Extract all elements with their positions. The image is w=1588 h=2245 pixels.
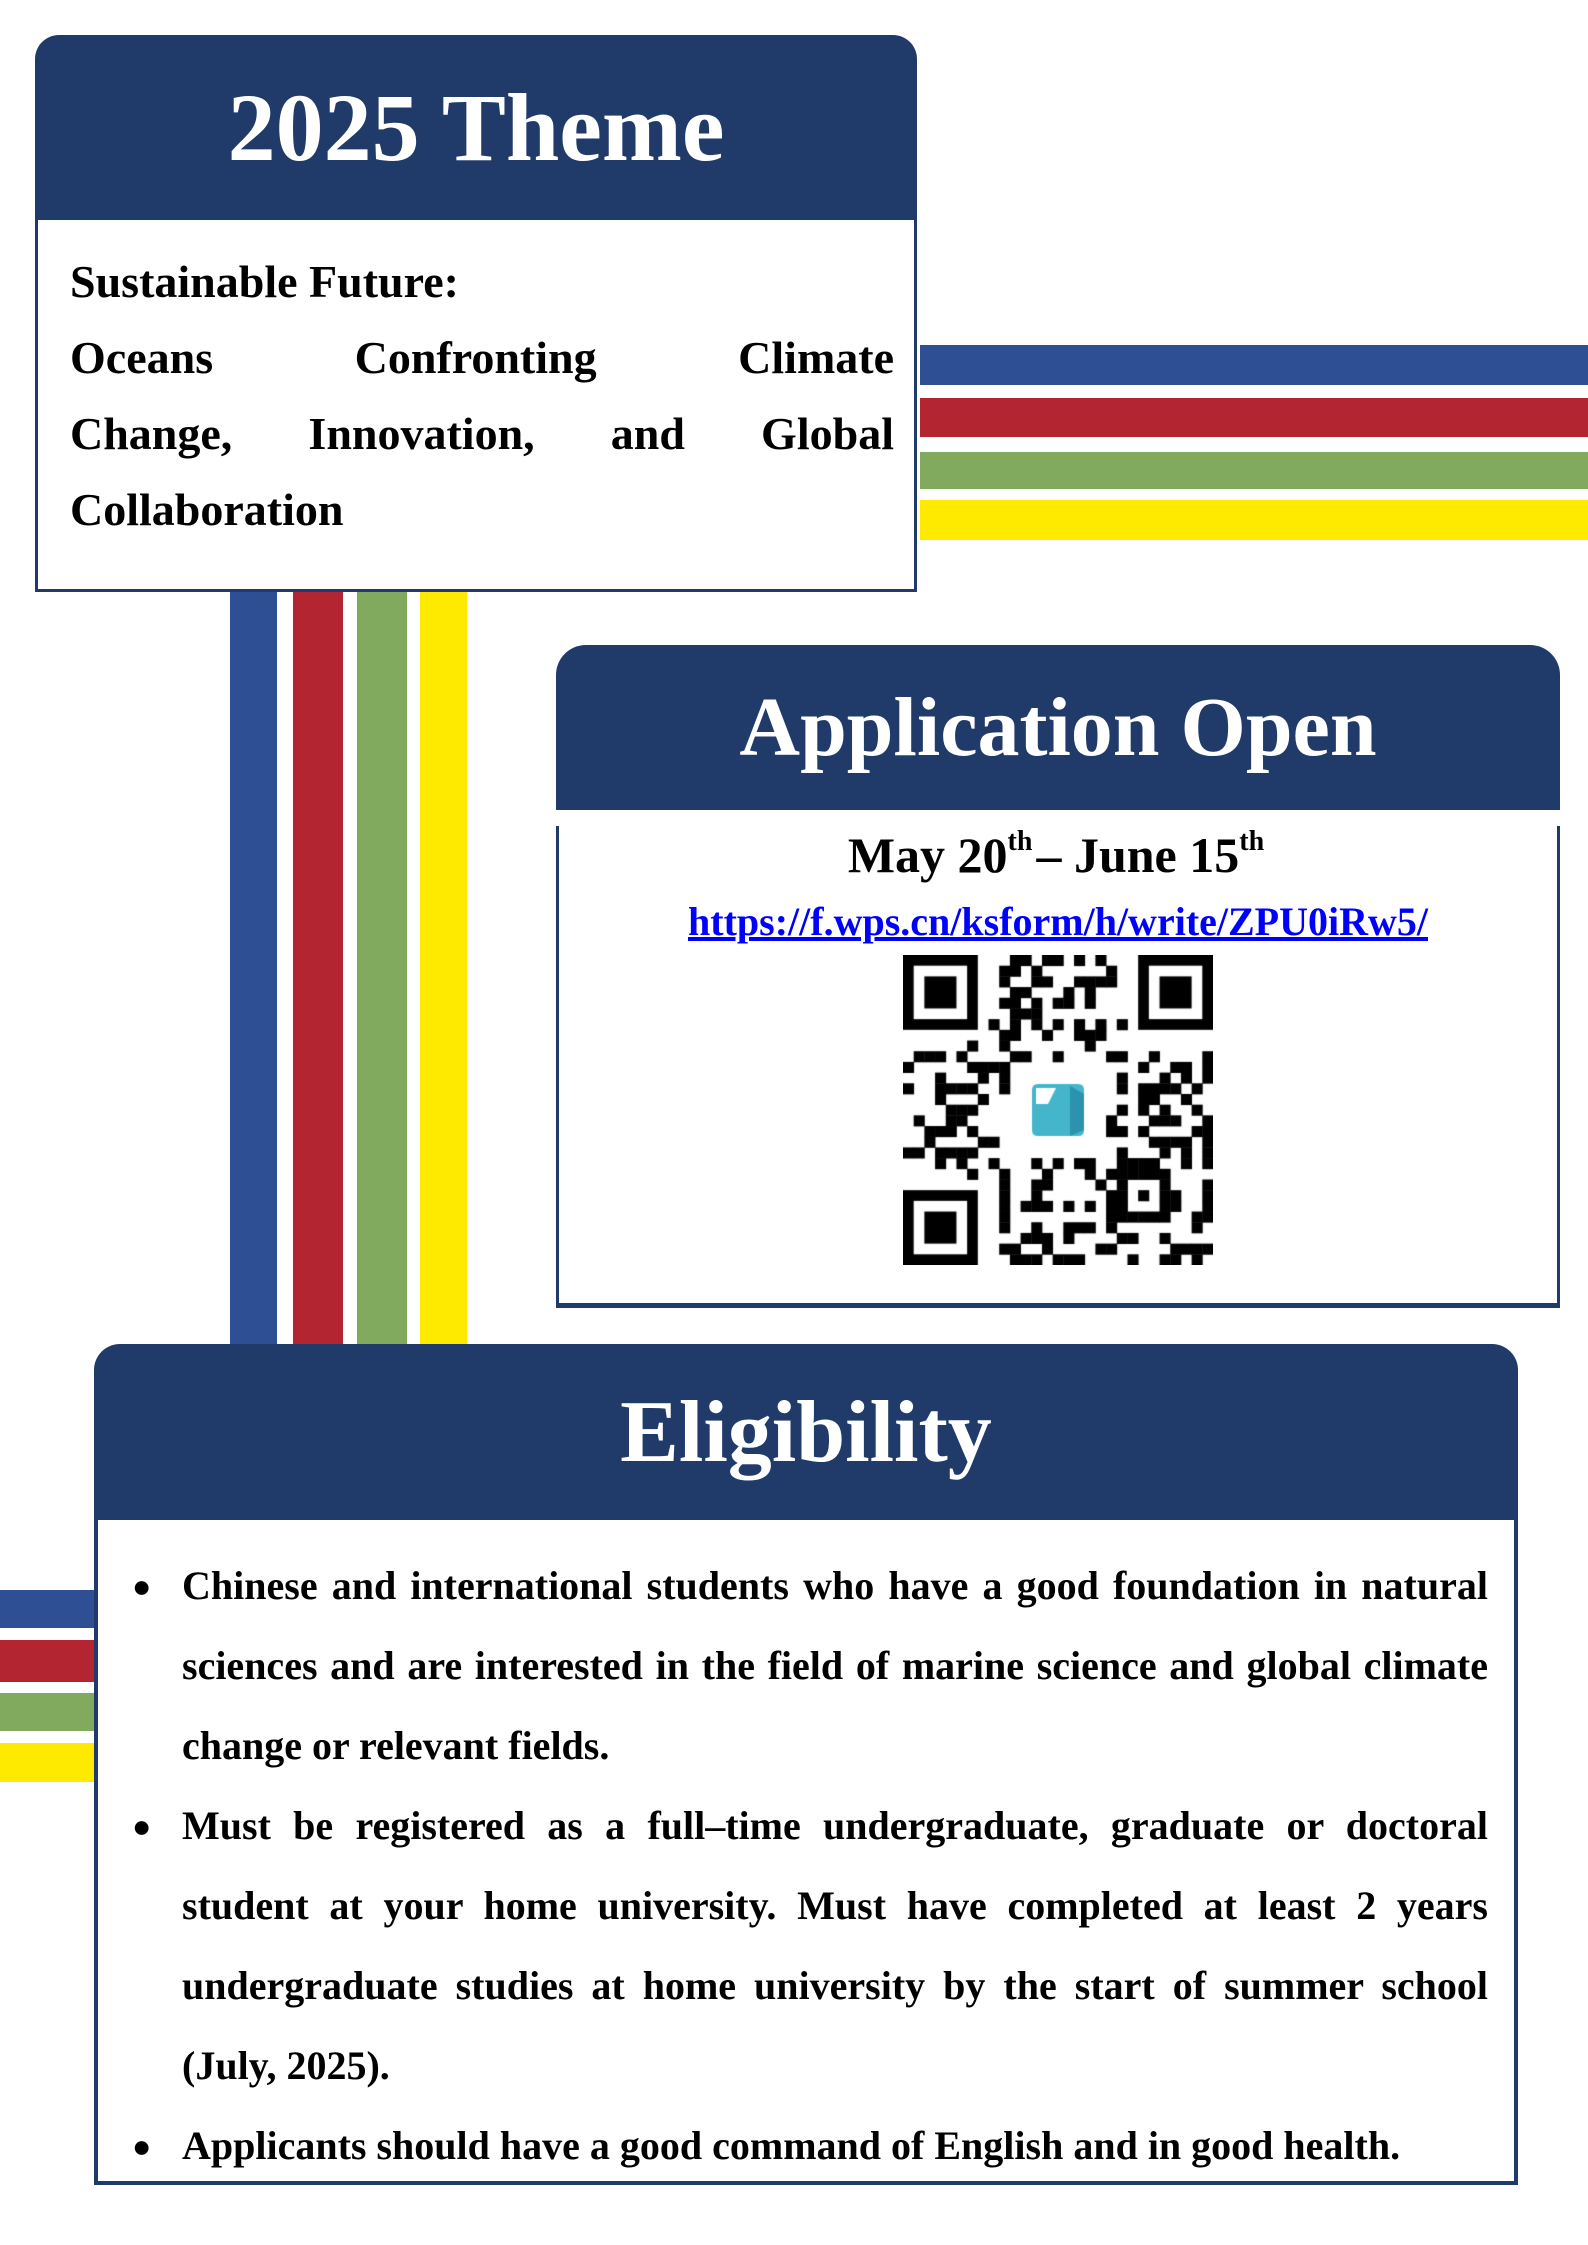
eligibility-item	[126, 1546, 1488, 1786]
theme-panel	[35, 35, 917, 592]
horizontal-stripe-yellow	[920, 500, 1588, 540]
bullet-icon: ●	[132, 1568, 152, 1604]
horizontal-stripe-green	[920, 452, 1588, 489]
eligibility-panel	[94, 1344, 1518, 2185]
eligibility-item	[126, 2106, 1488, 2186]
theme-panel-header	[35, 35, 917, 220]
theme-text-line: Oceans Confronting Climate	[70, 332, 894, 383]
theme-title: 2025 Theme	[227, 74, 725, 181]
horizontal-stripe-blue	[920, 345, 1588, 385]
vertical-stripe-red	[293, 590, 343, 1346]
application-panel-body	[556, 826, 1560, 1308]
vertical-stripe-yellow	[420, 590, 467, 1346]
application-form-link[interactable]: https://f.wps.cn/ksform/h/write/ZPU0iRw5/	[688, 899, 1428, 944]
theme-text-line: Change, Innovation, and Global	[70, 408, 894, 459]
date-end: – June 15	[1036, 827, 1240, 883]
date-end-ordinal: th	[1239, 826, 1265, 858]
eligibility-item-text: Chinese and international students who have a good foundation in natural sciences and are interested in the field of marine science and global climate change or relevant fields.	[182, 1563, 1488, 1768]
date-start: May 20	[847, 827, 1008, 883]
theme-text-line: Collaboration	[70, 484, 344, 535]
application-panel	[556, 645, 1560, 1308]
application-title: Application Open	[739, 681, 1377, 774]
application-date-range	[559, 826, 1557, 884]
bullet-icon: ●	[132, 2128, 152, 2164]
top-right-stripes-decoration	[920, 345, 1588, 541]
eligibility-item	[126, 1786, 1488, 2106]
vertical-stripe-green	[357, 590, 407, 1346]
bullet-icon: ●	[132, 1808, 152, 1844]
date-start-ordinal: th	[1007, 826, 1033, 858]
wps-form-qr-code	[903, 955, 1213, 1265]
eligibility-item-text: Must be registered as a full–time undergraduate, graduate or doctoral student at your home university. Must have completed at least 2 years undergraduate studies at home university by the start of summer school (July, 2025).	[182, 1803, 1488, 2088]
eligibility-panel-header	[94, 1344, 1518, 1520]
vertical-stripes-decoration	[230, 590, 468, 1346]
horizontal-stripe-red	[920, 398, 1588, 437]
eligibility-item-text: Applicants should have a good command of English and in good health.	[182, 2123, 1401, 2168]
application-panel-header	[556, 645, 1560, 810]
theme-panel-body	[35, 220, 917, 592]
eligibility-title: Eligibility	[620, 1383, 992, 1481]
theme-text-line: Sustainable Future:	[70, 256, 459, 307]
eligibility-panel-body	[94, 1520, 1518, 2185]
vertical-stripe-blue	[230, 590, 277, 1346]
